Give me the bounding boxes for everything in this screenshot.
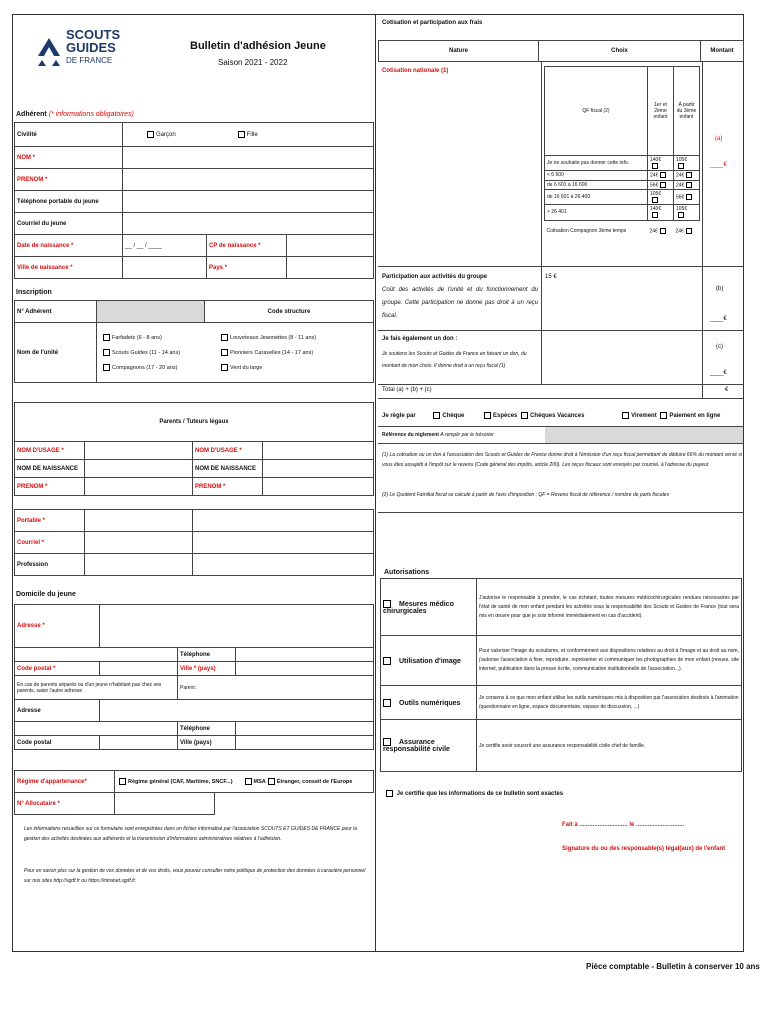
unit-label-3: Scouts Guides (11 - 14 ans) [112,349,181,356]
code-postal2-field[interactable] [100,736,178,750]
qf-price-a: 56€ [650,181,659,188]
n-adherent-field[interactable] [97,301,205,323]
certify-row [384,790,563,798]
parent2-nom-naissance-label: NOM DE NAISSANCE [193,460,263,478]
qf-checkbox[interactable] [660,172,666,178]
qf-header: QF fiscal (2) [545,67,648,156]
qf-price-a: 140€ [650,206,662,213]
unit-checkbox-4[interactable] [221,349,228,356]
qf-price-a: 140€ [650,156,662,163]
autorisation-title: Utilisation d'image [399,657,461,665]
logo-text-1: SCOUTS [66,27,121,42]
qf-row [545,220,700,242]
reference-field[interactable] [545,427,743,443]
unit-label-6: Vent du large [230,364,263,371]
participation-amount: 15 € [545,274,557,280]
adherent-heading: Adhérent (* informations obligatoires) [16,111,134,118]
sgdf-logo [34,28,126,78]
rgpd-text-2: Pour en savoir plus sur la gestion de vos données et de vos droits, vous pouvez consulter notre politique de protection des données à caractère personnel sur nos sites http://sgdf.fr ou https://intranet.sgdf.fr. [24,868,366,884]
qf-label: Cotisation Compagnon 3ème temps [546,228,627,235]
cp-naissance-field[interactable] [287,235,374,257]
certify-checkbox[interactable] [386,790,393,797]
qf-checkbox[interactable] [686,228,692,234]
b-montant[interactable]: ____€ [710,316,727,322]
cotisation-heading: Cotisation et participation aux frais [382,20,483,26]
col2-header: À partir du 3ème enfant [674,67,700,156]
reference-row [382,432,494,438]
nom-label: NOM * [15,147,123,169]
parent1-nom-naissance-label: NOM DE NAISSANCE [15,460,85,478]
adresse2-field[interactable] [100,700,374,722]
qf-checkbox[interactable] [686,172,692,178]
adresse-field[interactable] [100,605,374,648]
parent1-prenom-field[interactable] [85,478,193,496]
parent1-nom-usage-field[interactable] [85,442,193,460]
telephone-label: Téléphone [178,648,236,662]
total-euro[interactable]: € [725,387,729,393]
courriel-label: Courriel du jeune [15,213,123,235]
autorisation-text: Je certifie avoir souscrit une assurance responsabilité civile chef de famille. [477,720,742,772]
domicile-table [14,604,374,750]
adherent-table [14,122,374,279]
cotisation-nationale-label: Cotisation nationale (1) [382,68,449,74]
adresse-label: Adresse * [15,605,100,648]
choix-header: Choix [539,41,701,62]
qf-label: > 26 401 [545,205,648,220]
autorisations-heading: Autorisations [384,569,430,576]
tel-label: Téléphone portable du jeune [15,191,123,213]
parent1-courriel-field[interactable] [85,532,193,554]
qf-row [545,180,700,189]
season: Saison 2021 - 2022 [218,58,288,67]
parent2-nom-usage-field[interactable] [263,442,374,460]
parents-table [14,402,374,576]
ville-pays2-field[interactable] [236,736,374,750]
virement-label: Virement [631,413,657,420]
parent1-nom-naissance-field[interactable] [85,460,193,478]
autorisation-title: Mesures médico chirurgicales [383,600,454,615]
qf-price-b: 56€ [676,194,685,201]
sgdf-emblem-icon [34,34,64,74]
autorisation-title: Outils numériques [399,699,461,707]
especes-label: Espèces [493,413,518,420]
participation-title: Participation aux activités du groupe [382,274,488,280]
unit-checkbox-5[interactable] [103,364,110,371]
qf-checkbox[interactable] [678,163,684,169]
qf-checkbox[interactable] [660,182,666,188]
qf-row [545,155,700,170]
qf-checkbox[interactable] [652,212,658,218]
unit-checkbox-6[interactable] [221,364,228,371]
naissance-label: Date de naissance * [15,235,123,257]
autorisation-row [381,686,742,720]
parent1-nom-usage-label: NOM D'USAGE * [15,442,85,460]
unit-label-2: Louveteaux Jeannettes (8 - 11 ans) [230,334,317,341]
ville-naissance-field[interactable] [123,257,207,279]
parent2-profession-field[interactable] [193,554,374,576]
cheques-vacances-label: Chèques Vacances [530,413,585,420]
cp-naissance-label: CP de naissance * [207,235,287,257]
msa-checkbox[interactable] [245,778,252,785]
telephone-field[interactable] [236,648,374,662]
courriel-parent-label: Courriel * [15,532,85,554]
ville-naissance-label: Ville de naissance * [15,257,123,279]
qf-checkbox[interactable] [678,212,684,218]
parent2-prenom-label: PRENOM * [193,478,263,496]
unit-checkbox-2[interactable] [221,334,228,341]
reference-label: Référence du règlement [382,432,439,438]
unit-label-4: Pionniers Caravelles (14 - 17 ans) [230,349,314,356]
garcon-checkbox[interactable] [147,131,154,138]
allocataire-label: N° Allocataire * [15,793,115,815]
qf-table [544,66,700,242]
parents-heading: Parents / Tuteurs légaux [15,403,374,442]
qf-checkbox[interactable] [686,182,692,188]
prenom-label: PRENOM * [15,169,123,191]
code-postal-label: Code postal * [15,662,100,676]
autorisation-text: J'autorise le responsable à prendre, le cas échéant, toutes mesures médicochirurgicales rendues nécessaires par l'état de santé de mon enfant pendant les activités sous la responsabilité des Scouts et Guides de France (tout sera mis en œuvre pour que je sois informé immédiatement en cas d'accident). [477,579,742,636]
separes-note: En cas de parents séparés ou d'un jeune n'habitant pas chez ses parents, saisir l'autre adresse [15,676,178,700]
autorisations-table [380,578,742,772]
n-adherent-label: N° Adhérent [15,301,97,323]
regime-label: Régime d'appartenance* [15,771,115,793]
c-mark: (c) [716,344,723,350]
qf-price-b: 24€ [676,172,685,179]
fait-a[interactable]: Fait à ............................. le ............................. [562,822,685,828]
participation-desc: Coût des activités de l'unité et du fonctionnement du groupe. Cette participation ne donne pas droit à un reçu fiscal. [382,287,538,319]
nature-header: Nature [379,41,539,62]
code-structure-label: Code structure [205,301,374,323]
fille-checkbox[interactable] [238,131,245,138]
nom-field[interactable] [123,147,374,169]
autorisation-row [381,579,742,636]
unit-checkbox-3[interactable] [103,349,110,356]
qf-checkbox[interactable] [652,163,658,169]
regime-table [14,770,374,815]
cheque-label: Chèque [442,413,465,420]
reglement-label: Je règle par [382,413,416,420]
parent2-nom-naissance-field[interactable] [263,460,374,478]
tel-field[interactable] [123,191,374,213]
code-postal2-label: Code postal [15,736,100,750]
ville-pays-label: Ville * (pays) [178,662,236,676]
paiement-ligne-label: Paiement en ligne [669,413,721,420]
qf-price-b: 24€ [676,181,685,188]
parent2-portable-field[interactable] [193,510,374,532]
cheque-checkbox[interactable] [433,412,440,419]
total-label: Total (a) + (b) + (c) [382,387,432,393]
autorisation-row [381,636,742,686]
logo-text-3: DE FRANCE [66,56,113,65]
qf-price-a: 24€ [650,172,659,179]
parent2-courriel-field[interactable] [193,532,374,554]
prenom-field[interactable] [123,169,374,191]
allocataire-field[interactable] [115,793,215,815]
garcon-label: Garçon [156,132,176,139]
naissance-field[interactable]: __ / __ / ____ [123,235,207,257]
qf-label: de 16 601 à 26 400 [545,189,648,204]
parent2-nom-usage-label: NOM D'USAGE * [193,442,263,460]
courriel-field[interactable] [123,213,374,235]
parent1-prenom-label: PRENOM * [15,478,85,496]
etranger-checkbox[interactable] [268,778,275,785]
certify-label: Je certifie que les informations de ce bulletin sont exactes [396,791,564,798]
reference-note: A remplir par le trésorier [440,432,494,438]
unit-checkbox-1[interactable] [103,334,110,341]
col1-header: 1er et 2ème enfant [648,67,674,156]
autorisation-text: Pour valoriser l'image du scoutisme, et conformément aux dispositions relatives au droit à l'image et au droit au nom, j'autorise l'association à fixer, reproduire, représenter et communiquer les photographies de mon enfant (revues, site internet, publication dans la presse écrite, communication institutionnelle de l'association...). [477,636,742,686]
domicile-heading: Domicile du jeune [16,591,76,598]
regime-general-checkbox[interactable] [119,778,126,785]
column-divider [375,14,376,952]
inscription-table [14,300,374,383]
paiement-ligne-checkbox[interactable] [660,412,667,419]
autorisation-title: Assurance responsabilité civile [383,738,450,753]
virement-checkbox[interactable] [622,412,629,419]
qf-checkbox[interactable] [660,228,666,234]
civilite-label: Civilité [15,123,123,147]
msa-label: MSA [253,778,266,785]
parent1-profession-field[interactable] [85,554,193,576]
don-title: Je fais également un don : [382,336,458,342]
qf-label: < 6 600 [545,171,648,180]
unit-label-1: Farfadets (6 - 8 ans) [112,334,162,341]
note-2: (2) Le Quotient Familial fiscal se calcule à partir de l'avis d'imposition : QF = Revenu fiscal de référence / nombre de parts fiscales [382,492,670,498]
ville-pays2-label: Ville (pays) [178,736,236,750]
qf-price-a: 24€ [649,228,658,235]
autorisation-checkbox[interactable] [383,600,391,608]
qf-label: de 6 601 à 16 600 [545,180,648,189]
profession-label: Profession [15,554,85,576]
cotisation-header-table [378,40,744,62]
regime-general-label: Régime général (CAF, Maritime, SNCF...) [128,778,233,785]
form-title: Bulletin d'adhésion Jeune [190,40,326,52]
autorisation-checkbox[interactable] [383,657,391,665]
adresse2-label: Adresse [15,700,100,722]
autorisation-checkbox[interactable] [383,699,391,707]
b-mark: (b) [716,286,724,292]
c-montant[interactable]: ____€ [710,370,727,376]
parent1-portable-field[interactable] [85,510,193,532]
logo-text-2: GUIDES [66,40,116,55]
code-postal-field[interactable] [100,662,178,676]
fille-label: Fille [246,132,258,139]
autorisation-checkbox[interactable] [383,738,391,746]
ville-pays-field[interactable] [236,662,374,676]
qf-price-a: 105€ [650,190,662,197]
qf-checkbox[interactable] [686,194,692,200]
pays-label: Pays * [207,257,287,279]
qf-label: Je ne souhaite pas donner cette info. [545,155,648,170]
qf-row [545,189,700,204]
telephone2-field[interactable] [236,722,374,736]
parent-label: Parent : [178,676,374,700]
qf-price-b: 105€ [676,156,688,163]
signature-label: Signature du ou des responsable(s) légal(aux) de l'enfant [562,846,726,852]
montant-header: Montant [701,41,744,62]
a-mark: (a) [715,136,723,142]
etranger-label: Étranger, conseil de l'Europe [276,778,353,785]
qf-price-b: 24€ [675,228,684,235]
note-1: (1) La cotisation ou un don à l'association des Scouts et Guides de France donne droit à l'émission d'un reçu fiscal permettant de déduire 66% du montant versé si vous êtes assujetti à l'impôt sur le revenu (Code général des impôts, article 200). Les reçus fiscaux sont envoyés par courriel, à l'adresse du payeur. [382,452,742,468]
especes-checkbox[interactable] [484,412,491,419]
pays-field[interactable] [287,257,374,279]
qf-row [545,171,700,180]
rgpd-text-1: Les informations recueillies sur ce formulaire sont enregistrées dans un fichier informatisé par l'association SCOUTS ET GUIDES DE FRANCE pour la gestion des activités destinées aux adhérents et la transmission d'informations administratives relatives à l'adhésion. [24,826,358,842]
reglement-row [382,412,742,420]
autorisation-row [381,720,742,772]
parent2-prenom-field[interactable] [263,478,374,496]
inscription-heading: Inscription [16,289,52,296]
qf-price-b: 105€ [676,206,688,213]
qf-checkbox[interactable] [652,197,658,203]
portable-label: Portable * [15,510,85,532]
footer-note: Pièce comptable - Bulletin à conserver 10 ans [586,962,760,971]
don-desc: Je soutiens les Scouts et Guides de France en faisant un don, du montant de mon choix. Il donne droit à un reçu fiscal (1) [382,351,527,369]
qf-row [545,205,700,220]
unit-label-5: Compagnons (17 - 20 ans) [112,364,178,371]
autorisation-text: Je consens à ce que mon enfant utilise les outils numériques mis à disposition par l'association destinés à l'animation (questionnaire en ligne, espace documentaire, espace de discussion, ...) [477,686,742,720]
nom-unite-label: Nom de l'unité [15,323,97,383]
a-montant[interactable]: ____€ [710,162,727,168]
telephone2-label: Téléphone [178,722,236,736]
cheques-vacances-checkbox[interactable] [521,412,528,419]
